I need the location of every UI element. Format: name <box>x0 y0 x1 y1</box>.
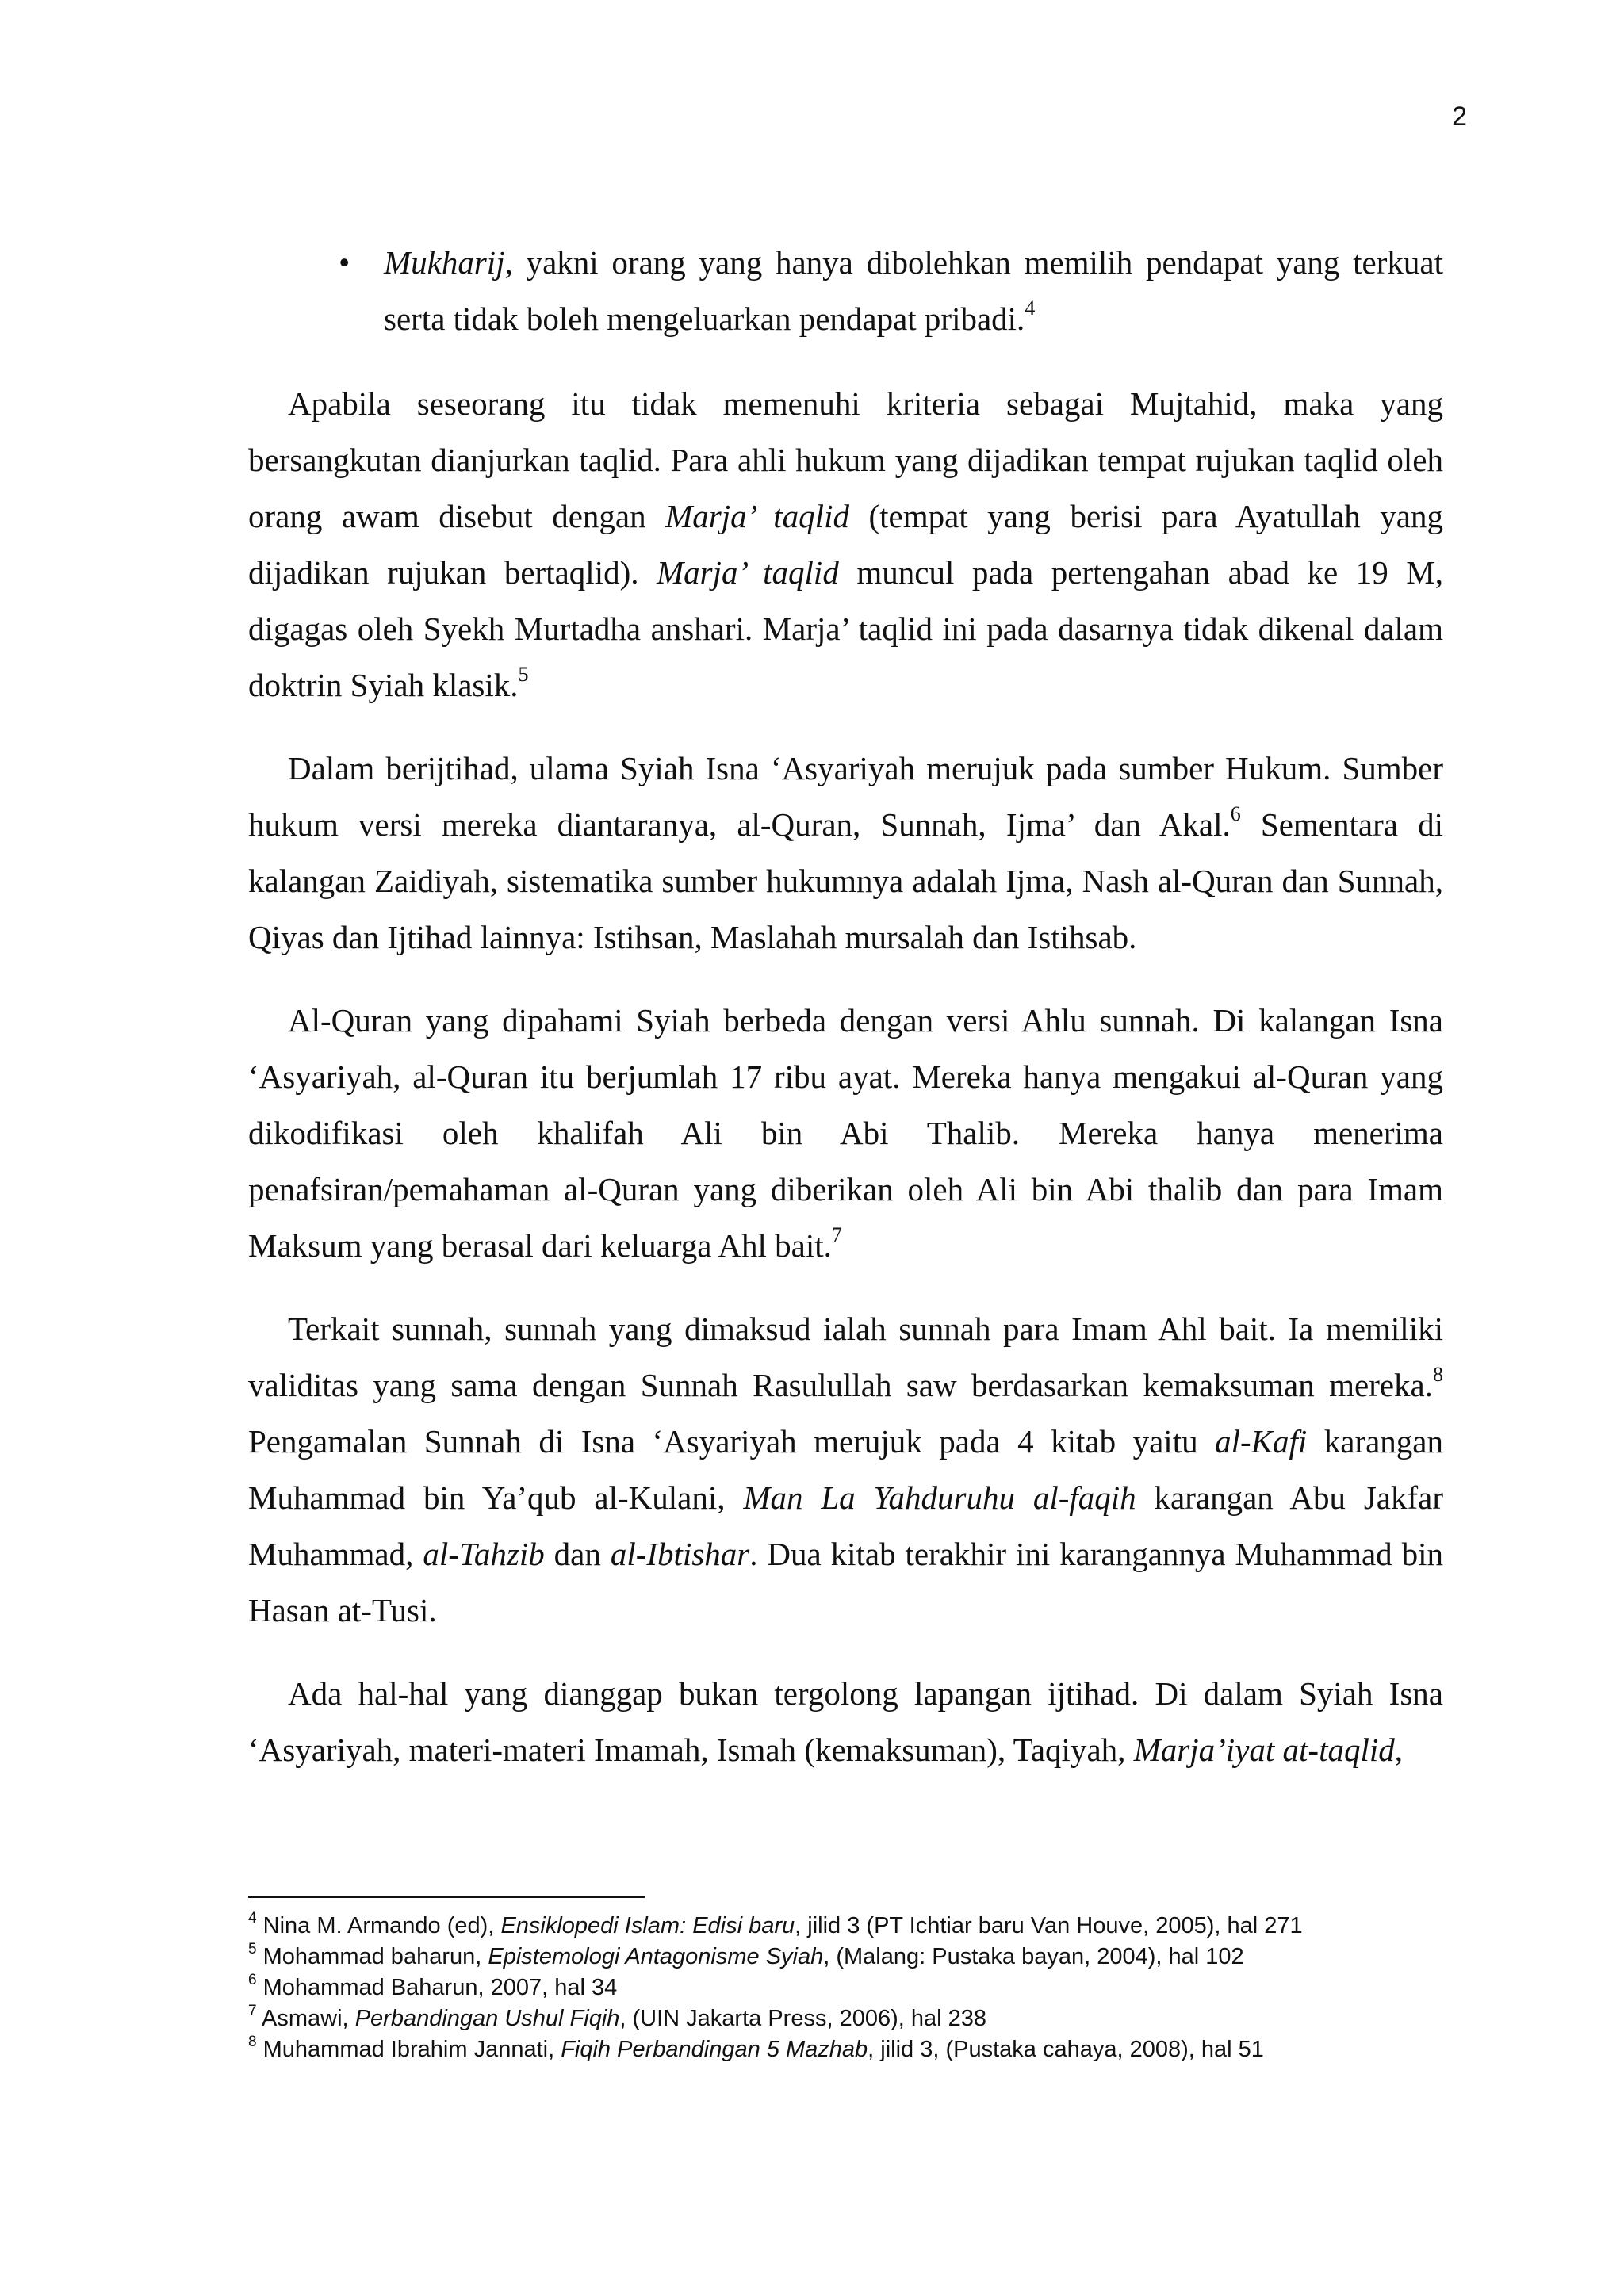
paragraph-4-italic-1: al-Kafi <box>1215 1423 1308 1460</box>
paragraph-4-text-4: karangan Abu Jakfar Muhammad, <box>248 1479 1443 1572</box>
paragraph-5-italic-1: Marja’iyat at-taqlid <box>1133 1732 1395 1768</box>
footnote-title: Ensiklopedi Islam: Edisi baru <box>500 1913 795 1938</box>
paragraph-5-text-2: , <box>1394 1732 1404 1768</box>
bullet-text: , yakni orang yang hanya dibolehkan memilih pendapat yang terkuat serta tidak boleh mengeluarkan pendapat pribadi. <box>384 244 1443 337</box>
footnote-number: 5 <box>248 1941 257 1958</box>
paragraph-4-italic-4: al-Ibtishar <box>610 1536 750 1572</box>
footnote-6 <box>248 1973 1443 2003</box>
paragraph-4-text-2: Pengamalan Sunnah di Isna ‘Asyariyah merujuk pada 4 kitab yaitu <box>248 1423 1216 1460</box>
footnote-7 <box>248 2003 1443 2034</box>
footnote-title: Fiqih Perbandingan 5 Mazhab <box>561 2037 868 2062</box>
footnote-number: 7 <box>248 2003 257 2020</box>
footnote-8 <box>248 2034 1443 2065</box>
footnote-text: , (UIN Jakarta Press, 2006), hal 238 <box>619 2006 987 2031</box>
footnote-number: 4 <box>248 1910 257 1927</box>
footnote-text: Muhammad Ibrahim Jannati, <box>262 2037 561 2062</box>
footnote-text: , (Malang: Pustaka bayan, 2004), hal 102 <box>823 1944 1244 1969</box>
paragraph-1-text-1: Apabila seseorang itu tidak memenuhi kriteria sebagai Mujtahid, maka yang bersangkutan dianjurkan taqlid. Para ahli hukum yang dijadikan tempat rujukan taqlid oleh orang awam disebut dengan <box>248 385 1443 534</box>
paragraph-2-text-2: Sementara di kalangan Zaidiyah, sistematika sumber hukumnya adalah Ijma, Nash al-Quran dan Sunnah, Qiyas dan Ijtihad lainnya: Istihsan, Maslahah mursalah dan Istihsab. <box>248 806 1443 955</box>
footnote-text: Nina M. Armando (ed), <box>262 1913 501 1938</box>
paragraph-4-text-1: Terkait sunnah, sunnah yang dimaksud ialah sunnah para Imam Ahl bait. Ia memiliki validitas yang sama dengan Sunnah Rasulullah saw berdasarkan kemaksuman mereka. <box>248 1311 1443 1403</box>
paragraph-3-text-1: Al-Quran yang dipahami Syiah berbeda dengan versi Ahlu sunnah. Di kalangan Isna ‘Asyariyah, al-Quran itu berjumlah 17 ribu ayat. Mereka hanya mengakui al-Quran yang dikodifikasi oleh khalifah Ali bin Abi Thalib. Mereka hanya menerima penafsiran/pemahaman al-Quran yang diberikan oleh Ali bin Abi thalib dan para Imam Maksum yang berasal dari keluarga Ahl bait. <box>248 1002 1443 1264</box>
paragraph-1 <box>248 376 1443 714</box>
footnote-text: , jilid 3, (Pustaka cahaya, 2008), hal 51 <box>868 2037 1264 2062</box>
paragraph-4-italic-3: al-Tahzib <box>423 1536 545 1572</box>
paragraph-4-italic-2: Man La Yahduruhu al-faqih <box>743 1479 1136 1516</box>
footnote-text: , jilid 3 (PT Ichtiar baru Van Houve, 2005), hal 271 <box>795 1913 1303 1938</box>
paragraph-4-text-6: . Dua kitab terakhir ini karangannya Muhammad bin Hasan at-Tusi. <box>248 1536 1443 1628</box>
footnote-5 <box>248 1942 1443 1973</box>
footnote-number: 8 <box>248 2034 257 2051</box>
footnote-ref-7[interactable]: 7 <box>831 1223 842 1247</box>
paragraph-1-text-3: muncul pada pertengahan abad ke 19 M, digagas oleh Syekh Murtadha anshari. Marja’ taqlid ini pada dasarnya tidak dikenal dalam doktrin Syiah klasik. <box>248 554 1443 703</box>
footnote-4 <box>248 1911 1443 1942</box>
footnote-ref-4[interactable]: 4 <box>1025 297 1036 320</box>
footnote-text: Mohammad baharun, <box>262 1944 488 1969</box>
body-text <box>248 235 1443 1805</box>
footnote-title: Perbandingan Ushul Fiqih <box>354 2006 620 2031</box>
footnote-divider <box>248 1896 645 1898</box>
paragraph-4-text-3: karangan Muhammad bin Ya’qub al-Kulani, <box>248 1423 1443 1516</box>
bullet-item-mukharij <box>248 235 1443 347</box>
footnote-text: Asmawi, <box>262 2006 355 2031</box>
bullet-dot-icon: • <box>339 244 350 281</box>
footnote-number: 6 <box>248 1972 257 1989</box>
bullet-term <box>384 244 505 281</box>
paragraph-2-text-1: Dalam berijtihad, ulama Syiah Isna ‘Asyariyah merujuk pada sumber Hukum. Sumber hukum versi mereka diantaranya, al-Quran, Sunnah, Ijma’ dan Akal. <box>248 750 1443 843</box>
footnote-text: Mohammad Baharun, 2007, hal 34 <box>262 1975 618 2000</box>
paragraph-4 <box>248 1301 1443 1639</box>
paragraph-2 <box>248 740 1443 966</box>
paragraph-5-text-1: Ada hal-hal yang dianggap bukan tergolong lapangan ijtihad. Di dalam Syiah Isna ‘Asyariyah, materi-materi Imamah, Ismah (kemaksuman), Taqiyah, <box>248 1675 1443 1768</box>
footnotes <box>248 1911 1443 2065</box>
footnote-ref-8[interactable]: 8 <box>1433 1363 1443 1387</box>
footnote-title: Epistemologi Antagonisme Syiah <box>488 1944 824 1969</box>
page-number: 2 <box>1452 101 1467 132</box>
paragraph-1-italic-2: Marja’ taqlid <box>657 554 839 591</box>
paragraph-5 <box>248 1666 1443 1778</box>
bullet-term-italic: Mukharij <box>384 244 505 281</box>
paragraph-1-text-2: (tempat yang berisi para Ayatullah yang dijadikan rujukan bertaqlid). <box>248 498 1443 591</box>
footnote-ref-6[interactable]: 6 <box>1230 802 1241 826</box>
paragraph-3 <box>248 993 1443 1274</box>
paragraph-4-text-5: dan <box>544 1536 611 1572</box>
paragraph-1-italic-1: Marja’ taqlid <box>665 498 849 534</box>
footnote-ref-5[interactable]: 5 <box>518 663 529 687</box>
